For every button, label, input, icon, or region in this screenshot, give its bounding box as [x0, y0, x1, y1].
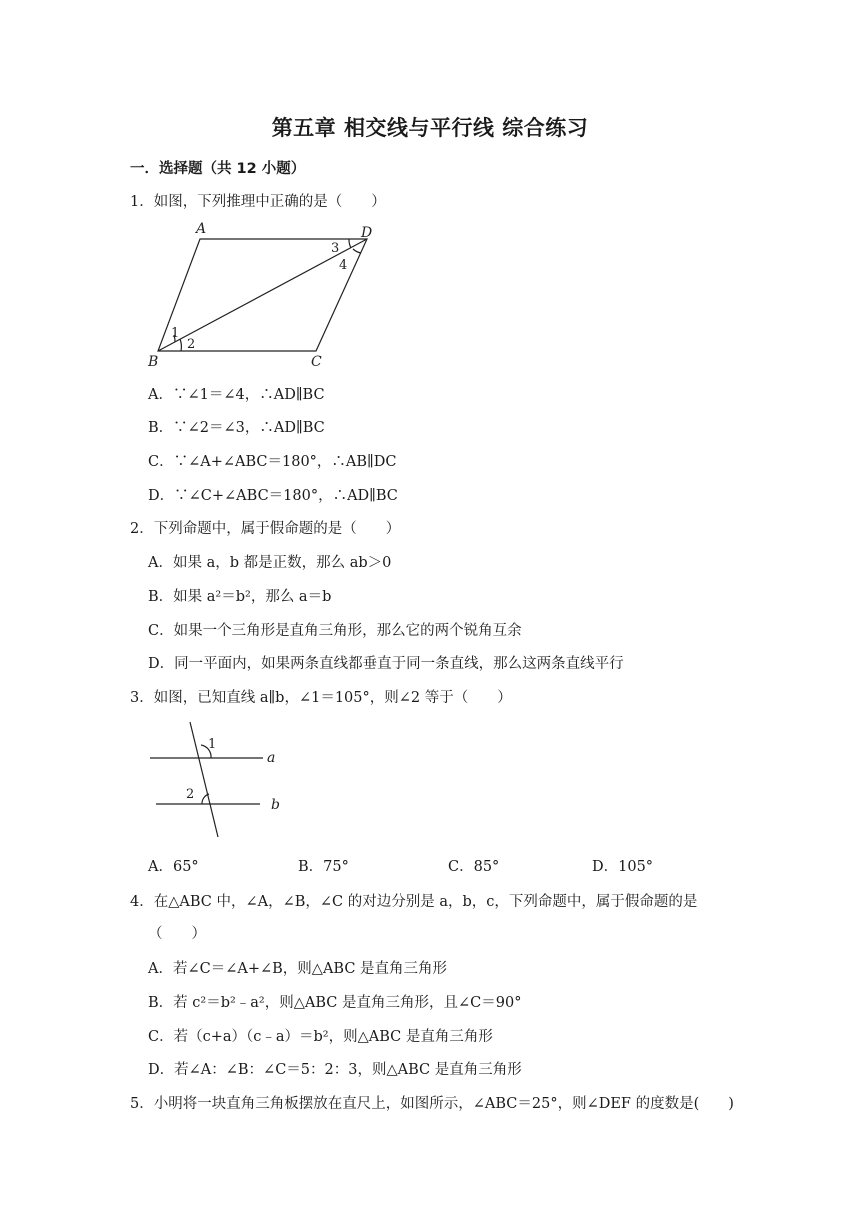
question-1-option-d: D．∵∠C+∠ABC＝180°，∴AD∥BC	[148, 488, 398, 504]
question-2-option-d: D．同一平面内，如果两条直线都垂直于同一条直线，那么这两条直线平行	[148, 656, 624, 672]
angle-arc-4	[353, 249, 361, 253]
question-1-figure	[140, 218, 390, 370]
label-line-a: a	[267, 750, 276, 766]
question-4-option-a: A．若∠C＝∠A+∠B，则△ABC 是直角三角形	[148, 961, 448, 977]
question-2-option-c: C．如果一个三角形是直角三角形，那么它的两个锐角互余	[148, 623, 522, 639]
question-4-stem: 4．在△ABC 中，∠A，∠B，∠C 的对边分别是 a，b，c，下列命题中，属于假命题的是	[130, 894, 698, 910]
question-1-option-b: B．∵∠2＝∠3，∴AD∥BC	[148, 420, 325, 436]
section-heading: 一．选择题（共 12 小题）	[130, 161, 306, 177]
label-angle-3: 3	[331, 241, 340, 256]
page-title: 第五章 相交线与平行线 综合练习	[271, 116, 589, 140]
angle-arc-3	[349, 239, 351, 248]
question-2-option-b: B．如果 a²＝b²，那么 a＝b	[148, 589, 332, 605]
label-point-c: C	[311, 354, 322, 370]
question-4-stem-continued: （ ）	[148, 926, 206, 942]
question-2-option-a: A．如果 a，b 都是正数，那么 ab＞0	[148, 555, 392, 571]
question-3-figure	[145, 715, 295, 840]
label-angle-1: 1	[171, 326, 180, 341]
label-angle-2: 2	[186, 787, 195, 802]
question-1-option-a: A．∵∠1＝∠4，∴AD∥BC	[148, 387, 325, 403]
question-3-options	[148, 855, 708, 875]
question-3-option-a: A．65°	[148, 859, 199, 875]
question-1-stem: 1．如图，下列推理中正确的是（ ）	[130, 194, 386, 210]
question-1-option-c: C．∵∠A+∠ABC＝180°，∴AB∥DC	[148, 454, 397, 470]
label-line-b: b	[271, 797, 280, 813]
angle-arc-2	[180, 339, 181, 351]
question-4-option-d: D．若∠A：∠B：∠C＝5：2：3，则△ABC 是直角三角形	[148, 1062, 522, 1078]
label-point-b: B	[148, 354, 159, 370]
question-2-stem: 2．下列命题中，属于假命题的是（ ）	[130, 521, 401, 537]
label-angle-1: 1	[208, 737, 217, 752]
question-4-option-b: B．若 c²＝b²﹣a²，则△ABC 是直角三角形，且∠C＝90°	[148, 995, 522, 1011]
question-3-option-b: B．75°	[298, 859, 349, 875]
label-angle-2: 2	[187, 337, 196, 352]
label-point-d: D	[361, 225, 373, 241]
question-3-stem: 3．如图，已知直线 a∥b，∠1＝105°，则∠2 等于（ ）	[130, 690, 512, 706]
label-point-a: A	[196, 221, 207, 237]
question-4-option-c: C．若（c+a）（c﹣a）＝b²，则△ABC 是直角三角形	[148, 1029, 493, 1045]
question-3-option-c: C．85°	[448, 859, 500, 875]
label-angle-4: 4	[339, 258, 348, 273]
question-3-option-d: D．105°	[592, 859, 654, 875]
question-5-stem: 5．小明将一块直角三角板摆放在直尺上，如图所示，∠ABC＝25°，则∠DEF 的度数是( )	[130, 1096, 734, 1112]
